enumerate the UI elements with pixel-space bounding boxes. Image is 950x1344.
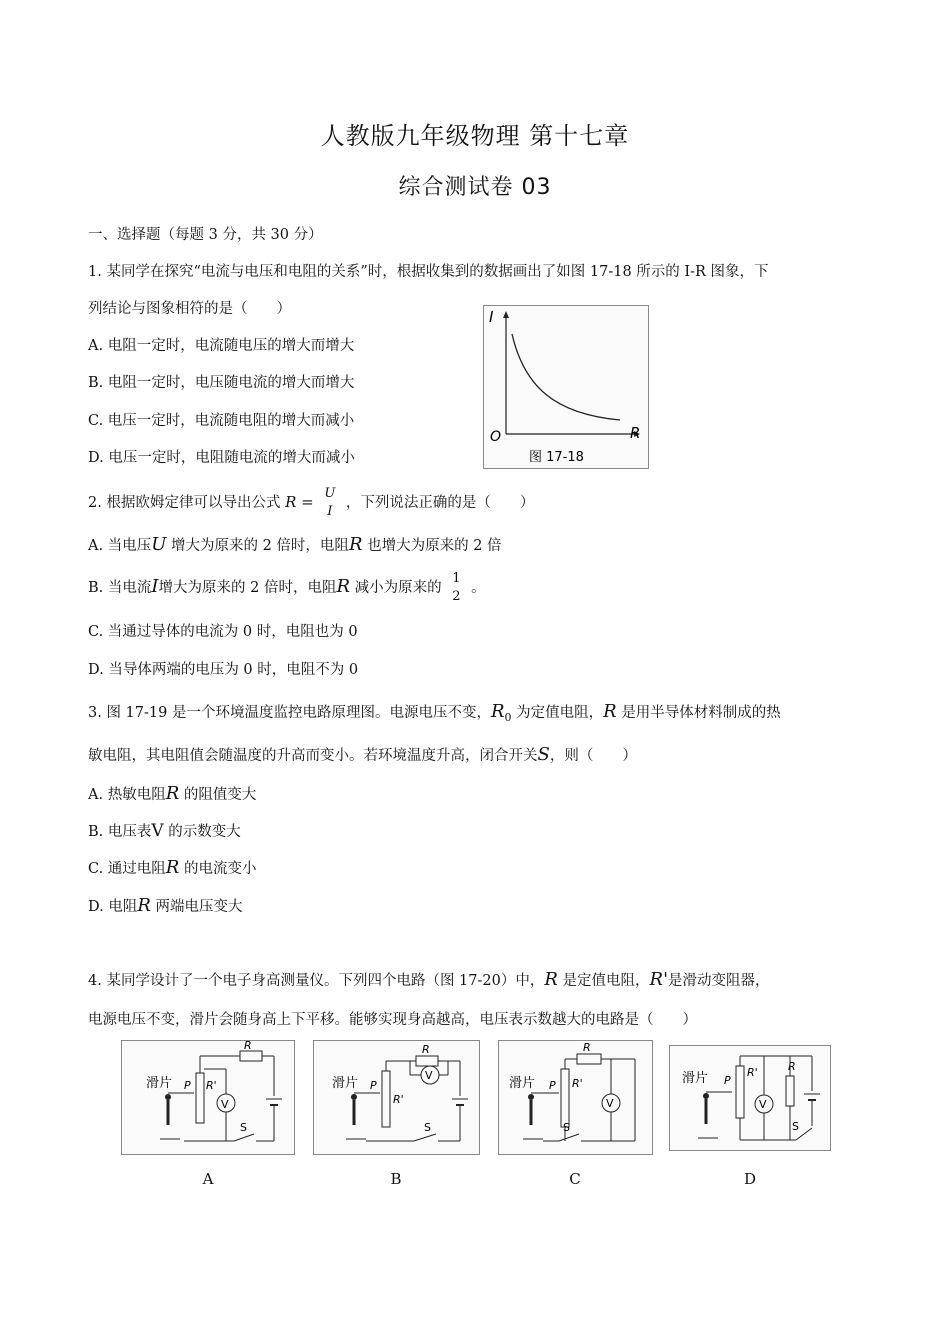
q4-stem-line1 [88, 970, 770, 991]
s-label: S [240, 1121, 247, 1134]
q3-var-r: R [603, 701, 617, 722]
half-fraction [452, 570, 460, 606]
rp-label: R' [572, 1077, 583, 1090]
q2-option-c: C. 当通过导体的电流为 0 时，电阻也为 0 [88, 624, 358, 640]
q3c-text2: 的电流变小 [183, 861, 257, 877]
q2a-text1: A. 当电压 [88, 538, 152, 554]
q3-text3: 是用半导体材料制成的热 [621, 705, 781, 721]
q2a-text2: 增大为原来的 2 倍时，电阻 [170, 538, 349, 554]
s-label: S [563, 1121, 570, 1134]
figure-17-18 [483, 305, 649, 469]
rp-label: R' [747, 1066, 758, 1079]
q4-stem-line2: 电源电压不变，滑片会随身高上下平移。能够实现身高越高，电压表示数越大的电路是（ ） [88, 1012, 697, 1028]
q3d-text2: 两端电压变大 [155, 899, 243, 915]
q3-option-a [88, 784, 256, 805]
q2b-text4: 。 [471, 580, 486, 596]
slider-label: 滑片 [146, 1076, 173, 1091]
q3a-text1: A. 热敏电阻 [88, 787, 166, 803]
q2b-var-r: R [336, 576, 351, 597]
p-label: P [724, 1074, 731, 1087]
fig1-caption: 图 17-18 [529, 450, 584, 465]
fig1-ylabel: I [489, 308, 494, 326]
q3a-var: R [165, 783, 180, 804]
caption-a: A [202, 1170, 214, 1188]
q2a-var-r: R [348, 534, 363, 555]
q2-option-a [88, 535, 502, 556]
q3d-var: R [137, 895, 151, 916]
page-title: 人教版九年级物理 第十七章 [320, 122, 630, 150]
half-numerator: 1 [452, 571, 461, 586]
q1-stem-line1: 1. 某同学在探究“电流与电压和电阻的关系”时，根据收集到的数据画出了如图 17-18 所示的 I-R 图象，下 [88, 264, 769, 280]
q3-option-c [88, 858, 256, 879]
circuit-a [121, 1040, 295, 1155]
q2b-text1: B. 当电流 [88, 580, 152, 596]
circuit-b [313, 1040, 480, 1155]
q4-var-r: R [544, 969, 558, 990]
formula-denominator: I [327, 504, 333, 519]
q3-text5: ，则（ ） [549, 748, 637, 764]
rp-label: R' [206, 1079, 217, 1092]
q3-text2: 为定值电阻， [516, 705, 604, 721]
q3-option-b [88, 821, 241, 842]
q3-var-r0: R [490, 701, 505, 722]
q3a-text2: 的阻值变大 [183, 787, 257, 803]
q3-r0-subscript: 0 [504, 710, 512, 724]
i-r-curve [512, 334, 620, 420]
q3-var-s: S [537, 744, 550, 765]
q2a-var-u: U [151, 534, 167, 555]
q1-option-b: B. 电阻一定时，电压随电流的增大而增大 [88, 375, 355, 391]
q4-var-rp: R' [649, 969, 669, 990]
caption-c: C [569, 1170, 581, 1188]
r-label: R [583, 1041, 591, 1054]
slider-label: 滑片 [509, 1076, 536, 1091]
q3c-text1: C. 通过电阻 [88, 861, 166, 877]
formula-lhs: R = [285, 493, 314, 511]
q3-text1: 3. 图 17-19 是一个环境温度监控电路原理图。电源电压不变， [88, 705, 491, 721]
q1-stem-line2: 列结论与图象相符的是（ ） [88, 301, 291, 317]
q3b-text2: 的示数变大 [168, 824, 241, 840]
s-label: S [424, 1121, 431, 1134]
q3-stem-line1 [88, 702, 781, 728]
formula-fraction [324, 485, 335, 521]
v-label: V [759, 1098, 767, 1111]
v-label: V [221, 1098, 229, 1111]
r-label: R [422, 1043, 430, 1056]
circuit-c [498, 1040, 653, 1155]
q4-text2: 是定值电阻， [562, 973, 650, 989]
caption-d: D [743, 1170, 757, 1188]
q3d-text1: D. 电阻 [88, 899, 138, 915]
q2-stem-tail: ，下列说法正确的是（ ） [345, 495, 535, 511]
q3-text4: 敏电阻，其电阻值会随温度的升高而变小。若环境温度升高，闭合开关 [88, 748, 538, 764]
q3c-var: R [165, 857, 180, 878]
r-label: R [244, 1041, 252, 1052]
caption-b: B [390, 1170, 402, 1188]
p-label: P [184, 1079, 191, 1092]
q2b-text2: 增大为原来的 2 倍时，电阻 [158, 580, 337, 596]
rp-label: R' [393, 1093, 404, 1106]
fig1-xlabel: R [630, 424, 641, 442]
q4-text1: 4. 某同学设计了一个电子身高测量仪。下列四个电路（图 17-20）中， [88, 973, 545, 989]
q1-option-c: C. 电压一定时，电流随电阻的增大而减小 [88, 413, 355, 429]
q2-option-d: D. 当导体两端的电压为 0 时，电阻不为 0 [88, 662, 359, 678]
v-label: V [606, 1097, 614, 1110]
q3-stem-line2 [88, 745, 637, 766]
q3b-var: V [151, 821, 164, 841]
q1-option-d: D. 电压一定时，电阻随电流的增大而减小 [88, 450, 355, 466]
r-label: R [788, 1060, 796, 1073]
q2-stem-text: 2. 根据欧姆定律可以导出公式 [88, 495, 281, 511]
fig1-origin: O [490, 429, 502, 445]
slider-label: 滑片 [332, 1076, 359, 1091]
slider-label: 滑片 [682, 1071, 709, 1086]
s-label: S [792, 1120, 799, 1133]
q4-text3: 是滑动变阻器， [668, 973, 770, 989]
q1-option-a: A. 电阻一定时，电流随电压的增大而增大 [88, 338, 355, 354]
p-label: P [549, 1079, 556, 1092]
q2-stem [88, 483, 534, 522]
q2-option-b [88, 568, 486, 607]
q2a-text3: 也增大为原来的 2 倍 [367, 538, 502, 554]
half-denominator: 2 [452, 589, 461, 604]
q2b-text3: 减小为原来的 [354, 580, 442, 596]
page-subtitle: 综合测试卷 03 [398, 175, 552, 200]
p-label: P [370, 1079, 377, 1092]
formula-numerator: U [324, 486, 336, 501]
q3-option-d [88, 896, 243, 917]
q2b-var-i: I [151, 576, 159, 597]
section-heading: 一、选择题（每题 3 分，共 30 分） [88, 227, 323, 243]
circuit-d [669, 1045, 831, 1151]
q3b-text1: B. 电压表 [88, 824, 152, 840]
v-label: V [425, 1069, 433, 1082]
